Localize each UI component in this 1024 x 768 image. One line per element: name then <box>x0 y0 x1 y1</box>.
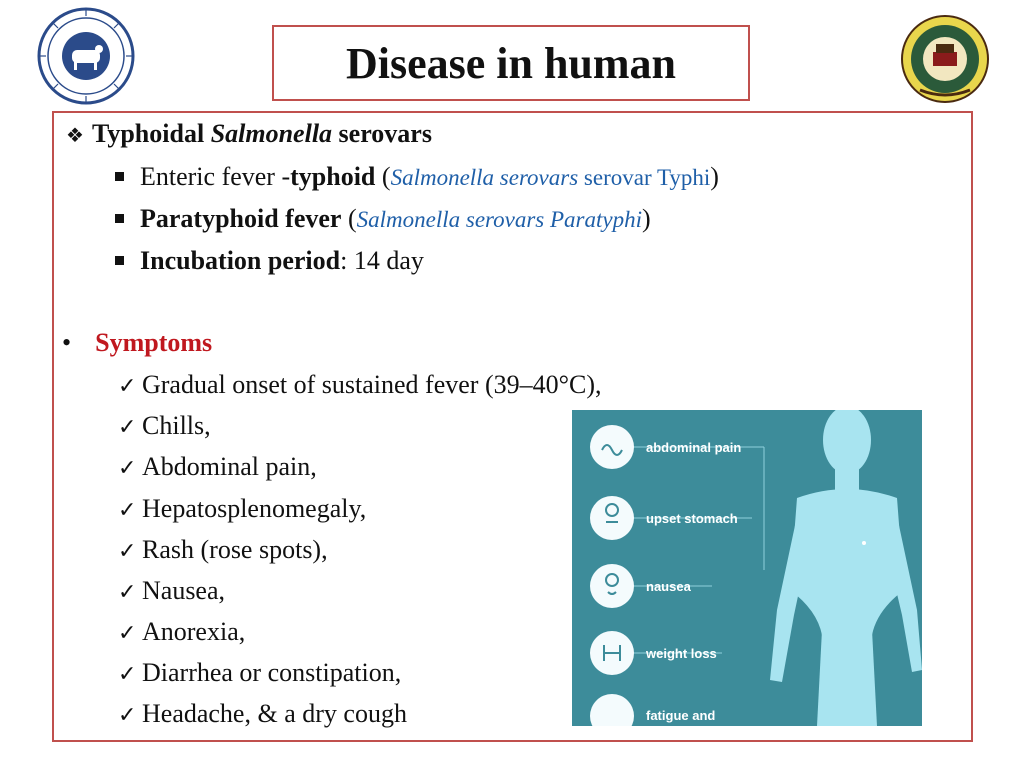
check-icon: ✓ <box>118 580 137 605</box>
diamond-bullet-icon: ❖ <box>66 123 84 147</box>
symptom-item: ✓ Chills, <box>118 411 211 443</box>
symptom-item: ✓ Diarrhea or constipation, <box>118 658 401 690</box>
figure-label: upset stomach <box>646 511 738 526</box>
symptom-item: ✓ Nausea, <box>118 576 225 608</box>
university-logo <box>36 6 136 106</box>
list-item: Enteric fever -typhoid (Salmonella serovars serovar Typhi) <box>115 162 719 193</box>
check-icon: ✓ <box>118 621 137 646</box>
college-logo <box>900 14 990 104</box>
title-box <box>272 25 750 101</box>
symptom-item: ✓ Gradual onset of sustained fever (39–40°C), <box>118 370 602 402</box>
slide-title: Disease in human <box>345 38 677 88</box>
upset-stomach-icon <box>590 496 634 540</box>
square-bullet-icon <box>115 214 124 223</box>
figure-label: weight loss <box>646 646 717 661</box>
abdominal-pain-icon <box>590 425 634 469</box>
symptom-item: ✓ Hepatosplenomegaly, <box>118 494 366 526</box>
symptoms-illustration <box>572 410 922 726</box>
list-item: Paratyphoid fever (Salmonella serovars Paratyphi) <box>115 204 651 235</box>
square-bullet-icon <box>115 172 124 181</box>
check-icon: ✓ <box>118 498 137 523</box>
figure-label: nausea <box>646 579 691 594</box>
symptom-item: ✓ Abdominal pain, <box>118 452 317 484</box>
check-icon: ✓ <box>118 415 137 440</box>
check-icon: ✓ <box>118 539 137 564</box>
check-icon: ✓ <box>118 662 137 687</box>
figure-label: fatigue and <box>646 708 716 723</box>
check-icon: ✓ <box>118 703 137 728</box>
body-figure <box>572 410 922 726</box>
section-heading: ❖ Typhoidal Salmonella serovars <box>66 119 432 148</box>
dot-bullet-icon: • <box>62 328 72 357</box>
square-bullet-icon <box>115 256 124 265</box>
check-icon: ✓ <box>118 456 137 481</box>
fatigue-icon <box>590 694 634 726</box>
symptom-item: ✓ Rash (rose spots), <box>118 535 328 567</box>
list-item: Incubation period: 14 day <box>115 246 424 276</box>
figure-label: abdominal pain <box>646 440 742 455</box>
symptom-item: ✓ Headache, & a dry cough <box>118 699 407 731</box>
symptom-item: ✓ Anorexia, <box>118 617 245 649</box>
check-icon: ✓ <box>118 374 137 399</box>
symptoms-heading: • Symptoms <box>62 328 213 357</box>
